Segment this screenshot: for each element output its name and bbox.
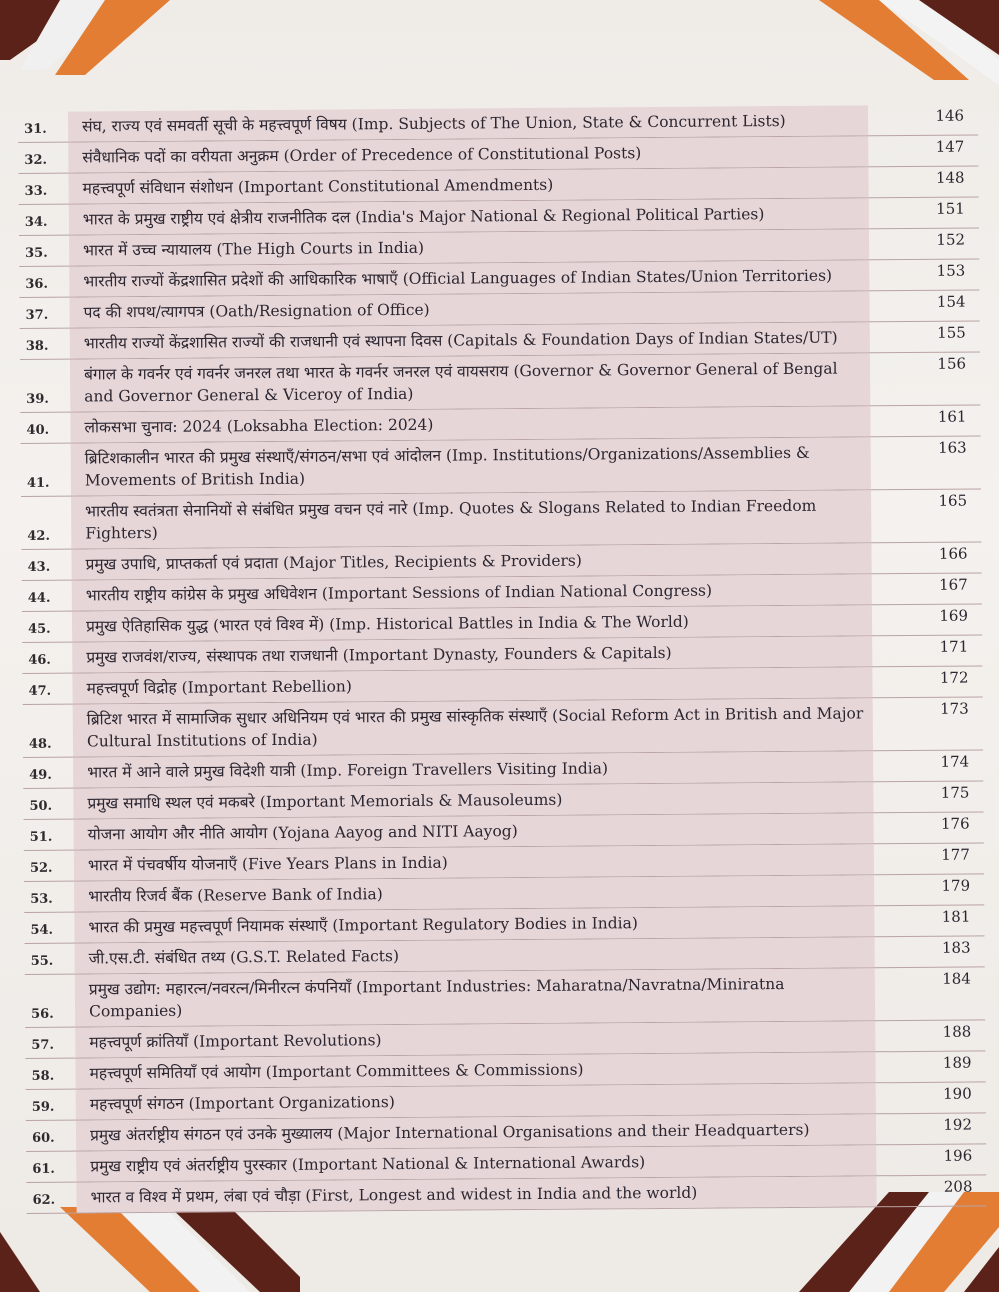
toc-entry-title	[74, 906, 874, 942]
toc-entry-number: 59.	[31, 1099, 55, 1115]
toc-entry-number: 40.	[26, 422, 50, 438]
toc-entry-number: 47.	[28, 683, 52, 699]
toc-entry-number: 37.	[25, 307, 49, 323]
toc-entry-page: 177	[941, 845, 970, 864]
top-left-decoration	[0, 0, 170, 80]
toc-entry-title	[74, 875, 874, 911]
toc-entry-title-text: योजना आयोग और नीति आयोग (Yojana Aayog and NITI Aayog)	[87, 822, 518, 844]
toc-entry-page: 155	[937, 323, 966, 342]
toc-entry-title	[73, 751, 873, 787]
toc-entry-title	[69, 260, 869, 296]
toc-entry-number: 62.	[32, 1192, 56, 1208]
toc-entry-page: 196	[943, 1146, 973, 1165]
toc-entry-number: 55.	[30, 953, 54, 969]
toc-entry-title-text: प्रमुख समाधि स्थल एवं मकबरे (Important Memorials & Mausoleums)	[87, 790, 563, 813]
toc-entry-page: 169	[939, 606, 969, 625]
toc-entry-number: 52.	[29, 860, 53, 876]
toc-entry-title	[72, 605, 872, 641]
toc-entry-number: 45.	[28, 621, 51, 637]
toc-entry-title	[68, 136, 868, 172]
toc-entry-title	[71, 490, 871, 548]
toc-entry-title	[76, 1176, 876, 1212]
toc-entry-title-text: भारत में उच्च न्यायालय (The High Courts in India)	[83, 238, 425, 260]
toc-row	[21, 436, 981, 497]
toc-entry-number: 43.	[27, 559, 51, 575]
toc-entry-page: 192	[943, 1115, 973, 1134]
toc-entry-title-text: महत्त्वपूर्ण संगठन (Important Organizations)	[89, 1093, 395, 1114]
toc-entry-number: 48.	[28, 736, 52, 752]
toc-entry-number: 53.	[30, 891, 53, 907]
toc-entry-title-text: महत्त्वपूर्ण समितियाँ एवं आयोग (Important Committees & Commissions)	[89, 1060, 584, 1083]
toc-entry-title	[69, 198, 869, 234]
toc-row	[20, 352, 980, 413]
toc-entry-title	[72, 636, 872, 672]
toc-entry-title-text: लोकसभा चुनाव: 2024 (Loksabha Election: 2024)	[84, 415, 434, 437]
toc-entry-title	[70, 406, 870, 442]
toc-entry-title-text: भारतीय स्वतंत्रता सेनानियों से संबंधित प्रमुख वचन एवं नारे (Imp. Quotes & Slogans Related to Indian Freedom Fighters)	[85, 496, 817, 543]
toc-entry-title	[72, 667, 872, 703]
toc-entry-title-text: महत्त्वपूर्ण क्रांतियाँ (Important Revolutions)	[89, 1031, 382, 1052]
toc-entry-number: 42.	[27, 528, 51, 544]
toc-entry-page: 184	[942, 969, 971, 988]
toc-entry-page: 151	[936, 199, 965, 218]
toc-entry-page: 154	[936, 292, 966, 311]
toc-entry-title	[74, 844, 874, 880]
toc-entry-page: 175	[940, 783, 970, 802]
toc-entry-page: 146	[935, 106, 965, 125]
toc-entry-title-text: पद की शपथ/त्यागपत्र (Oath/Resignation of Office)	[83, 300, 430, 322]
toc-entry-number: 60.	[32, 1130, 55, 1146]
toc-entry-page: 165	[938, 491, 968, 510]
toc-entry-page: 188	[942, 1022, 972, 1041]
toc-entry-title-text: भारत व विश्व में प्रथम, लंबा एवं चौड़ा (First, Longest and widest in India and the world)	[90, 1183, 698, 1207]
toc-row	[23, 697, 983, 758]
toc-entry-title-text: भारत में पंचवर्षीय योजनाएँ (Five Years Plans in India)	[87, 853, 448, 875]
toc-entry-title-text: ब्रिटिश भारत में सामाजिक सुधार अधिनियम एवं भारत की प्रमुख सांस्कृतिक संस्थाएँ (Social Reform Act in British and Major Cultural Institutions of India)	[86, 704, 864, 751]
toc-entry-number: 35.	[25, 245, 48, 261]
toc-entry-number: 41.	[26, 475, 50, 491]
toc-entry-title	[75, 937, 875, 973]
table-of-contents	[18, 104, 987, 1214]
toc-entry-title-text: ब्रिटिशकालीन भारत की प्रमुख संस्थाएँ/संगठन/सभा एवं आंदोलन (Imp. Institutions/Organizations/Assemblies & Movements of British India)	[84, 443, 810, 490]
toc-entry-title	[72, 574, 872, 610]
toc-entry-title-text: प्रमुख राष्ट्रीय एवं अंतर्राष्ट्रीय पुरस्कार (Important National & International Awards)	[90, 1153, 646, 1176]
toc-entry-number: 34.	[24, 214, 48, 230]
toc-entry-title	[76, 1145, 876, 1181]
toc-entry-title-text: प्रमुख उद्योग: महारत्न/नवरत्न/मिनीरत्न कंपनियाँ (Important Industries: Maharatna/Navratna/Miniratna Companies)	[88, 975, 785, 1021]
toc-entry-title	[75, 968, 875, 1026]
toc-entry-title	[70, 322, 870, 358]
toc-entry-title-text: भारतीय राज्यों केंद्रशासित राज्यों की राजधानी एवं स्थापना दिवस (Capitals & Foundation Days of Indian States/UT)	[83, 328, 838, 353]
toc-entry-page: 183	[941, 938, 971, 957]
toc-entry-number: 38.	[25, 338, 49, 354]
toc-entry-number: 57.	[31, 1037, 55, 1053]
toc-entry-title-text: प्रमुख राजवंश/राज्य, संस्थापक तथा राजधानी (Important Dynasty, Founders & Capitals)	[86, 643, 672, 667]
toc-entry-title	[73, 698, 873, 756]
toc-entry-title	[71, 543, 871, 579]
toc-entry-page: 190	[943, 1084, 972, 1103]
toc-entry-number: 61.	[32, 1161, 55, 1177]
top-right-decoration	[809, 0, 999, 95]
toc-entry-title-text: भारतीय राज्यों केंद्रशासित प्रदेशों की आधिकारिक भाषाएँ (Official Languages of Indian States/Union Territories)	[83, 266, 833, 291]
toc-entry-page: 166	[938, 544, 968, 563]
toc-entry-title-text: भारत में आने वाले प्रमुख विदेशी यात्री (Imp. Foreign Travellers Visiting India)	[87, 759, 609, 782]
toc-entry-title	[68, 167, 868, 203]
toc-entry-number: 33.	[24, 183, 48, 199]
toc-entry-number: 51.	[29, 829, 53, 845]
toc-entry-page: 148	[935, 168, 965, 187]
toc-entry-number: 31.	[24, 121, 47, 137]
toc-entry-title	[74, 813, 874, 849]
toc-entry-title-text: भारतीय राष्ट्रीय कांग्रेस के प्रमुख अधिवेशन (Important Sessions of Indian National Congress)	[85, 581, 713, 605]
toc-entry-title-text: भारतीय रिजर्व बैंक (Reserve Bank of India)	[88, 885, 383, 906]
toc-entry-title	[70, 353, 870, 411]
toc-entry-title-text: बंगाल के गवर्नर एवं गवर्नर जनरल तथा भारत के गवर्नर जनरल एवं वायसराय (Governor & Governor General of Bengal and Governor General & Viceroy of India)	[83, 359, 838, 406]
toc-entry-title	[71, 437, 871, 495]
toc-entry-title	[76, 1083, 876, 1119]
toc-entry-number: 58.	[31, 1068, 55, 1084]
toc-row	[21, 489, 981, 550]
toc-entry-page: 161	[937, 407, 967, 426]
toc-entry-page: 176	[940, 814, 970, 833]
toc-entry-number: 49.	[29, 767, 52, 783]
toc-entry-title-text: भारत के प्रमुख राष्ट्रीय एवं क्षेत्रीय राजनीतिक दल (India's Major National & Regional Political Parties)	[82, 205, 765, 229]
toc-entry-number: 56.	[31, 1006, 54, 1022]
toc-entry-page: 181	[941, 907, 971, 926]
toc-entry-page: 156	[937, 354, 967, 373]
toc-entry-title	[73, 782, 873, 818]
toc-entry-page: 147	[935, 137, 965, 156]
toc-entry-number: 32.	[24, 152, 48, 168]
toc-entry-title	[75, 1021, 875, 1057]
bottom-left-decoration	[0, 1202, 300, 1292]
toc-entry-title	[68, 105, 868, 141]
toc-entry-page: 173	[940, 699, 969, 718]
toc-entry-title	[75, 1052, 875, 1088]
toc-entry-page: 179	[941, 876, 971, 895]
toc-entry-number: 36.	[25, 276, 49, 292]
toc-entry-title-text: प्रमुख उपाधि, प्राप्तकर्ता एवं प्रदाता (Major Titles, Recipients & Providers)	[85, 551, 582, 574]
toc-row	[25, 967, 985, 1028]
toc-entry-page: 167	[939, 575, 968, 594]
toc-entry-title	[69, 229, 869, 265]
toc-entry-title-text: प्रमुख ऐतिहासिक युद्ध (भारत एवं विश्व में) (Imp. Historical Battles in India & The World)	[85, 612, 689, 636]
toc-entry-page: 174	[940, 752, 970, 771]
toc-entry-page: 208	[943, 1177, 973, 1196]
toc-entry-title-text: जी.एस.टी. संबंधित तथ्य (G.S.T. Related Facts)	[88, 947, 400, 968]
toc-entry-page: 152	[936, 230, 966, 249]
toc-entry-page: 153	[936, 261, 966, 280]
toc-entry-page: 163	[937, 438, 967, 457]
toc-entry-page: 189	[942, 1053, 972, 1072]
toc-entry-title-text: संवैधानिक पदों का वरीयता अनुक्रम (Order of Precedence of Constitutional Posts)	[82, 144, 642, 167]
toc-entry-title-text: भारत की प्रमुख महत्त्वपूर्ण नियामक संस्थाएँ (Important Regulatory Bodies in India)	[88, 914, 638, 937]
toc-entry-title-text: प्रमुख अंतर्राष्ट्रीय संगठन एवं उनके मुख्यालय (Major International Organisations and their Headquarters)	[89, 1120, 810, 1145]
toc-entry-title	[76, 1114, 876, 1150]
toc-entry-number: 50.	[29, 798, 53, 814]
toc-entry-number: 54.	[30, 922, 54, 938]
toc-entry-page: 171	[939, 637, 969, 656]
toc-entry-page: 172	[939, 668, 969, 687]
toc-entry-title-text: संघ, राज्य एवं समवर्ती सूची के महत्त्वपूर्ण विषय (Imp. Subjects of The Union, State & Concurrent Lists)	[82, 111, 786, 136]
toc-entry-title-text: महत्त्वपूर्ण विद्रोह (Important Rebellion)	[86, 677, 352, 698]
toc-entry-number: 46.	[28, 652, 51, 668]
toc-entry-title-text: महत्त्वपूर्ण संविधान संशोधन (Important Constitutional Amendments)	[82, 175, 554, 198]
toc-entry-number: 44.	[27, 590, 51, 606]
toc-entry-number: 39.	[26, 391, 49, 407]
toc-entry-title	[69, 291, 869, 327]
